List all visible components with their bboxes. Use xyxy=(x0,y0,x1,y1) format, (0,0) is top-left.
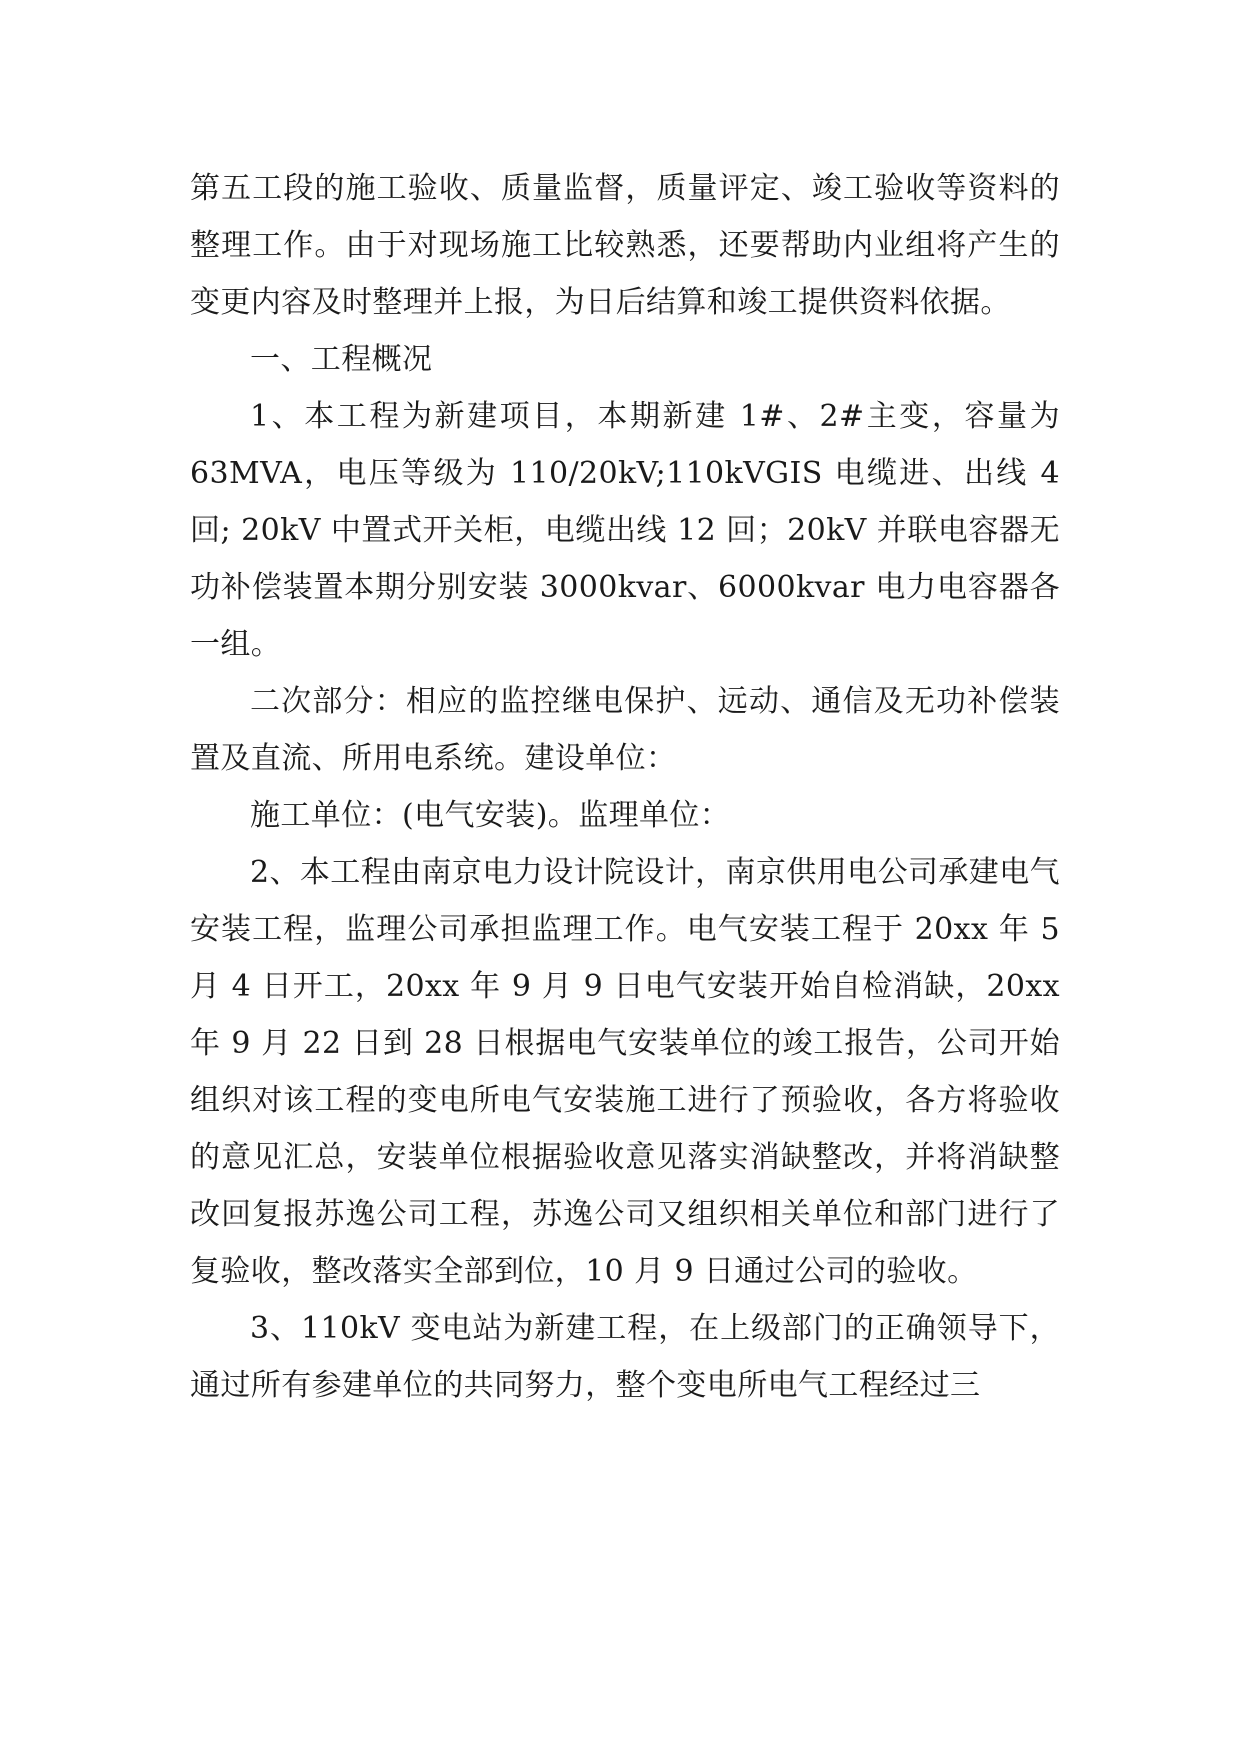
paragraph-secondary-part: 二次部分：相应的监控继电保护、远动、通信及无功补偿装置及直流、所用电系统。建设单位： xyxy=(190,684,1060,776)
document-body xyxy=(190,160,1060,1414)
paragraph-item-3: 3、110kV 变电站为新建工程，在上级部门的正确领导下，通过所有参建单位的共同努力，整个变电所电气工程经过三 xyxy=(190,1311,1060,1403)
paragraph-item-1: 1、本工程为新建项目，本期新建 1#、2#主变，容量为 63MVA，电压等级为 110/20kV;110kVGIS 电缆进、出线 4 回; 20kV 中置式开关柜，电缆出线 12 回；20kV 并联电容器无功补偿装置本期分别安装 3000kvar、6000kvar 电力电容器各一组。 xyxy=(190,399,1060,662)
paragraph-construction-unit: 施工单位：(电气安装)。监理单位： xyxy=(250,798,731,833)
paragraph-item-2: 2、本工程由南京电力设计院设计，南京供用电公司承建电气安装工程，监理公司承担监理工作。电气安装工程于 20xx 年 5 月 4 日开工，20xx 年 9 月 9 日电气安装开始自检消缺，20xx 年 9 月 22 日到 28 日根据电气安装单位的竣工报告，公司开始组织对该工程的变电所电气安装施工进行了预验收，各方将验收的意见汇总，安装单位根据验收意见落实消缺整改，并将消缺整改回复报苏逸公司工程，苏逸公司又组织相关单位和部门进行了复验收，整改落实全部到位，10 月 9 日通过公司的验收。 xyxy=(190,855,1060,1289)
paragraph-continuation: 第五工段的施工验收、质量监督，质量评定、竣工验收等资料的整理工作。由于对现场施工比较熟悉，还要帮助内业组将产生的变更内容及时整理并上报，为日后结算和竣工提供资料依据。 xyxy=(190,171,1060,320)
section-heading-project-overview: 一、工程概况 xyxy=(250,342,433,377)
